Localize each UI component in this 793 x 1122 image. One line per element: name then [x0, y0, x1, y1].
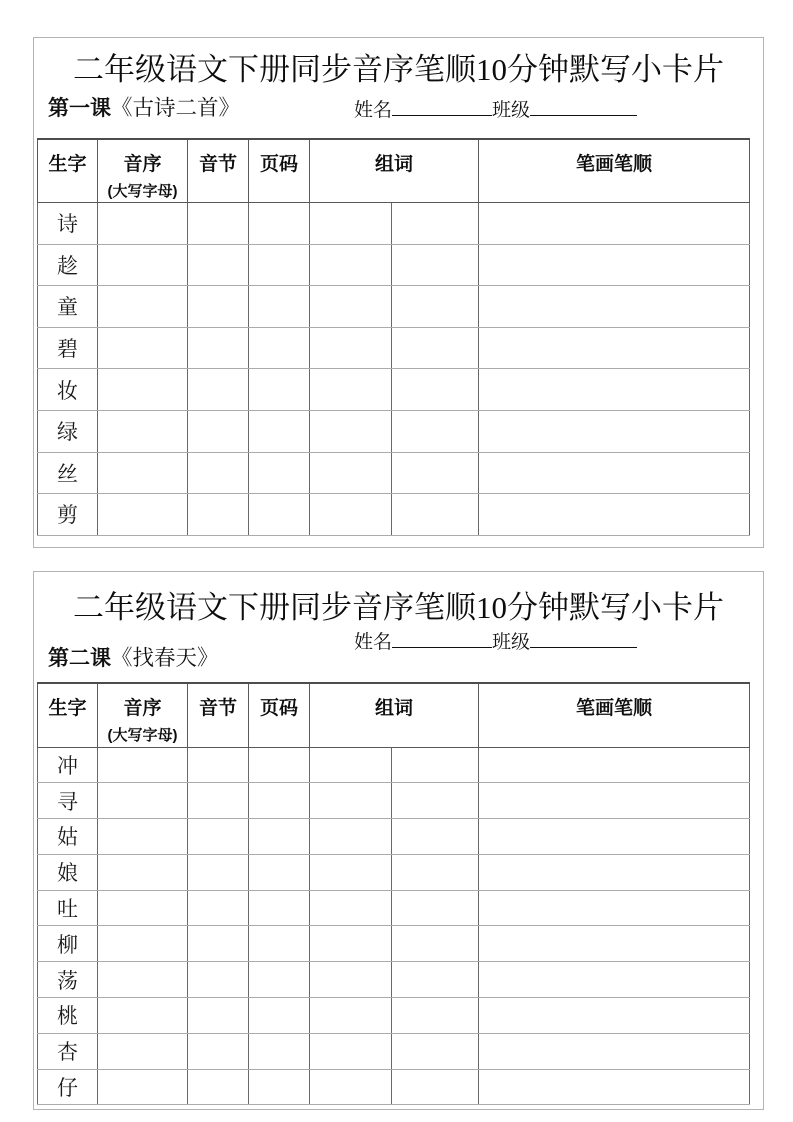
blank-cell — [98, 998, 188, 1034]
blank-cell — [249, 1069, 310, 1105]
char-cell: 剪 — [38, 494, 98, 536]
card-title: 二年级语文下册同步音序笔顺10分钟默写小卡片 — [73, 590, 724, 625]
table-row — [38, 890, 750, 926]
header-zuci: 组词 — [310, 683, 479, 747]
blank-cell — [479, 962, 750, 998]
table-row — [38, 1069, 750, 1105]
blank-cell — [98, 410, 188, 452]
header-yinxu-label: 音序 — [123, 698, 162, 719]
table-row — [38, 926, 750, 962]
blank-cell — [310, 819, 392, 855]
blank-cell — [188, 998, 249, 1034]
blank-cell — [249, 286, 310, 328]
char-cell: 仔 — [38, 1069, 98, 1105]
header-yema: 页码 — [249, 683, 310, 747]
header-bihua-bishun: 笔画笔顺 — [479, 683, 750, 747]
blank-cell — [310, 783, 392, 819]
header-yema: 页码 — [249, 139, 310, 203]
blank-cell — [310, 203, 392, 245]
blank-cell — [479, 747, 750, 783]
header-yinjie: 音节 — [188, 683, 249, 747]
table-row — [38, 494, 750, 536]
blank-cell — [479, 854, 750, 890]
blank-cell — [392, 203, 479, 245]
blank-cell — [392, 410, 479, 452]
blank-cell — [479, 926, 750, 962]
blank-cell — [188, 410, 249, 452]
char-cell: 姑 — [38, 819, 98, 855]
blank-cell — [310, 890, 392, 926]
name-underline — [392, 100, 492, 116]
blank-cell — [188, 890, 249, 926]
char-cell: 冲 — [38, 747, 98, 783]
blank-cell — [98, 494, 188, 536]
name-class-line — [354, 627, 637, 654]
blank-cell — [310, 998, 392, 1034]
blank-cell — [392, 494, 479, 536]
table-row — [38, 369, 750, 411]
blank-cell — [479, 494, 750, 536]
blank-cell — [392, 327, 479, 369]
blank-cell — [249, 819, 310, 855]
blank-cell — [98, 327, 188, 369]
blank-cell — [249, 494, 310, 536]
char-cell: 柳 — [38, 926, 98, 962]
name-label: 姓名 — [354, 100, 393, 121]
char-cell: 桃 — [38, 998, 98, 1034]
blank-cell — [392, 452, 479, 494]
table-row — [38, 286, 750, 328]
table-row — [38, 1033, 750, 1069]
blank-cell — [310, 1069, 392, 1105]
blank-cell — [392, 998, 479, 1034]
char-cell: 趁 — [38, 244, 98, 286]
dictation-table-2 — [37, 682, 750, 1105]
blank-cell — [310, 327, 392, 369]
char-cell: 丝 — [38, 452, 98, 494]
table-row — [38, 747, 750, 783]
blank-cell — [310, 854, 392, 890]
class-label: 班级 — [492, 100, 531, 121]
header-yinxu-sub: (大写字母) — [107, 727, 178, 744]
name-underline — [392, 632, 492, 648]
blank-cell — [98, 926, 188, 962]
blank-cell — [392, 244, 479, 286]
table-header-row — [38, 683, 750, 747]
header-bihua-bishun: 笔画笔顺 — [479, 139, 750, 203]
blank-cell — [98, 369, 188, 411]
lesson-title: 《古诗二首》 — [111, 96, 241, 120]
blank-cell — [249, 962, 310, 998]
blank-cell — [188, 369, 249, 411]
table-row — [38, 819, 750, 855]
blank-cell — [188, 747, 249, 783]
table-row — [38, 998, 750, 1034]
blank-cell — [310, 1033, 392, 1069]
blank-cell — [392, 369, 479, 411]
table-row — [38, 203, 750, 245]
blank-cell — [392, 286, 479, 328]
card-title: 二年级语文下册同步音序笔顺10分钟默写小卡片 — [73, 52, 724, 87]
blank-cell — [310, 452, 392, 494]
blank-cell — [249, 203, 310, 245]
blank-cell — [98, 1033, 188, 1069]
table-row — [38, 962, 750, 998]
blank-cell — [479, 286, 750, 328]
blank-cell — [479, 819, 750, 855]
table-row — [38, 327, 750, 369]
blank-cell — [392, 1033, 479, 1069]
blank-cell — [310, 410, 392, 452]
blank-cell — [310, 926, 392, 962]
blank-cell — [249, 452, 310, 494]
blank-cell — [188, 854, 249, 890]
char-cell: 寻 — [38, 783, 98, 819]
blank-cell — [392, 854, 479, 890]
blank-cell — [310, 747, 392, 783]
lesson-line — [48, 641, 219, 672]
blank-cell — [479, 1069, 750, 1105]
blank-cell — [249, 369, 310, 411]
char-cell: 绿 — [38, 410, 98, 452]
blank-cell — [479, 452, 750, 494]
dictation-table-1 — [37, 138, 750, 536]
card-lesson-1 — [33, 37, 764, 548]
blank-cell — [392, 747, 479, 783]
char-cell: 荡 — [38, 962, 98, 998]
blank-cell — [249, 783, 310, 819]
char-cell: 吐 — [38, 890, 98, 926]
blank-cell — [98, 890, 188, 926]
table-row — [38, 410, 750, 452]
blank-cell — [249, 1033, 310, 1069]
blank-cell — [310, 244, 392, 286]
blank-cell — [249, 244, 310, 286]
name-label: 姓名 — [354, 632, 393, 653]
header-shengzi: 生字 — [38, 683, 98, 747]
table-header-row — [38, 139, 750, 203]
blank-cell — [188, 926, 249, 962]
lesson-number-label: 第二课 — [48, 647, 111, 670]
table-row — [38, 854, 750, 890]
lesson-title: 《找春天》 — [111, 646, 219, 670]
class-label: 班级 — [492, 632, 531, 653]
table-row — [38, 244, 750, 286]
blank-cell — [392, 926, 479, 962]
blank-cell — [188, 244, 249, 286]
blank-cell — [479, 244, 750, 286]
header-yinxu — [98, 683, 188, 747]
blank-cell — [249, 998, 310, 1034]
blank-cell — [479, 203, 750, 245]
blank-cell — [310, 369, 392, 411]
blank-cell — [249, 854, 310, 890]
blank-cell — [479, 783, 750, 819]
name-class-line — [354, 95, 637, 122]
table-row — [38, 452, 750, 494]
table-row — [38, 783, 750, 819]
lesson-line — [48, 91, 240, 122]
blank-cell — [392, 783, 479, 819]
blank-cell — [479, 369, 750, 411]
blank-cell — [188, 327, 249, 369]
class-underline — [530, 100, 637, 116]
card-lesson-2 — [33, 571, 764, 1110]
blank-cell — [98, 854, 188, 890]
blank-cell — [98, 1069, 188, 1105]
blank-cell — [310, 286, 392, 328]
blank-cell — [249, 890, 310, 926]
blank-cell — [479, 1033, 750, 1069]
blank-cell — [188, 783, 249, 819]
blank-cell — [188, 819, 249, 855]
blank-cell — [98, 783, 188, 819]
blank-cell — [392, 962, 479, 998]
blank-cell — [188, 203, 249, 245]
blank-cell — [98, 747, 188, 783]
blank-cell — [98, 962, 188, 998]
blank-cell — [479, 890, 750, 926]
char-cell: 妆 — [38, 369, 98, 411]
blank-cell — [392, 1069, 479, 1105]
char-cell: 碧 — [38, 327, 98, 369]
blank-cell — [188, 494, 249, 536]
blank-cell — [188, 1069, 249, 1105]
blank-cell — [188, 962, 249, 998]
blank-cell — [98, 452, 188, 494]
lesson-number-label: 第一课 — [48, 97, 111, 120]
char-cell: 杏 — [38, 1033, 98, 1069]
header-yinxu-sub: (大写字母) — [107, 183, 178, 200]
class-underline — [530, 632, 637, 648]
blank-cell — [188, 452, 249, 494]
blank-cell — [392, 819, 479, 855]
blank-cell — [249, 747, 310, 783]
char-cell: 童 — [38, 286, 98, 328]
blank-cell — [310, 494, 392, 536]
blank-cell — [479, 998, 750, 1034]
blank-cell — [98, 819, 188, 855]
char-cell: 娘 — [38, 854, 98, 890]
blank-cell — [98, 244, 188, 286]
blank-cell — [479, 410, 750, 452]
blank-cell — [98, 203, 188, 245]
blank-cell — [249, 410, 310, 452]
blank-cell — [188, 1033, 249, 1069]
blank-cell — [98, 286, 188, 328]
blank-cell — [479, 327, 750, 369]
blank-cell — [392, 890, 479, 926]
header-shengzi: 生字 — [38, 139, 98, 203]
blank-cell — [188, 286, 249, 328]
header-yinjie: 音节 — [188, 139, 249, 203]
blank-cell — [310, 962, 392, 998]
char-cell: 诗 — [38, 203, 98, 245]
blank-cell — [249, 327, 310, 369]
header-yinxu-label: 音序 — [123, 154, 162, 175]
header-zuci: 组词 — [310, 139, 479, 203]
blank-cell — [249, 926, 310, 962]
header-yinxu — [98, 139, 188, 203]
